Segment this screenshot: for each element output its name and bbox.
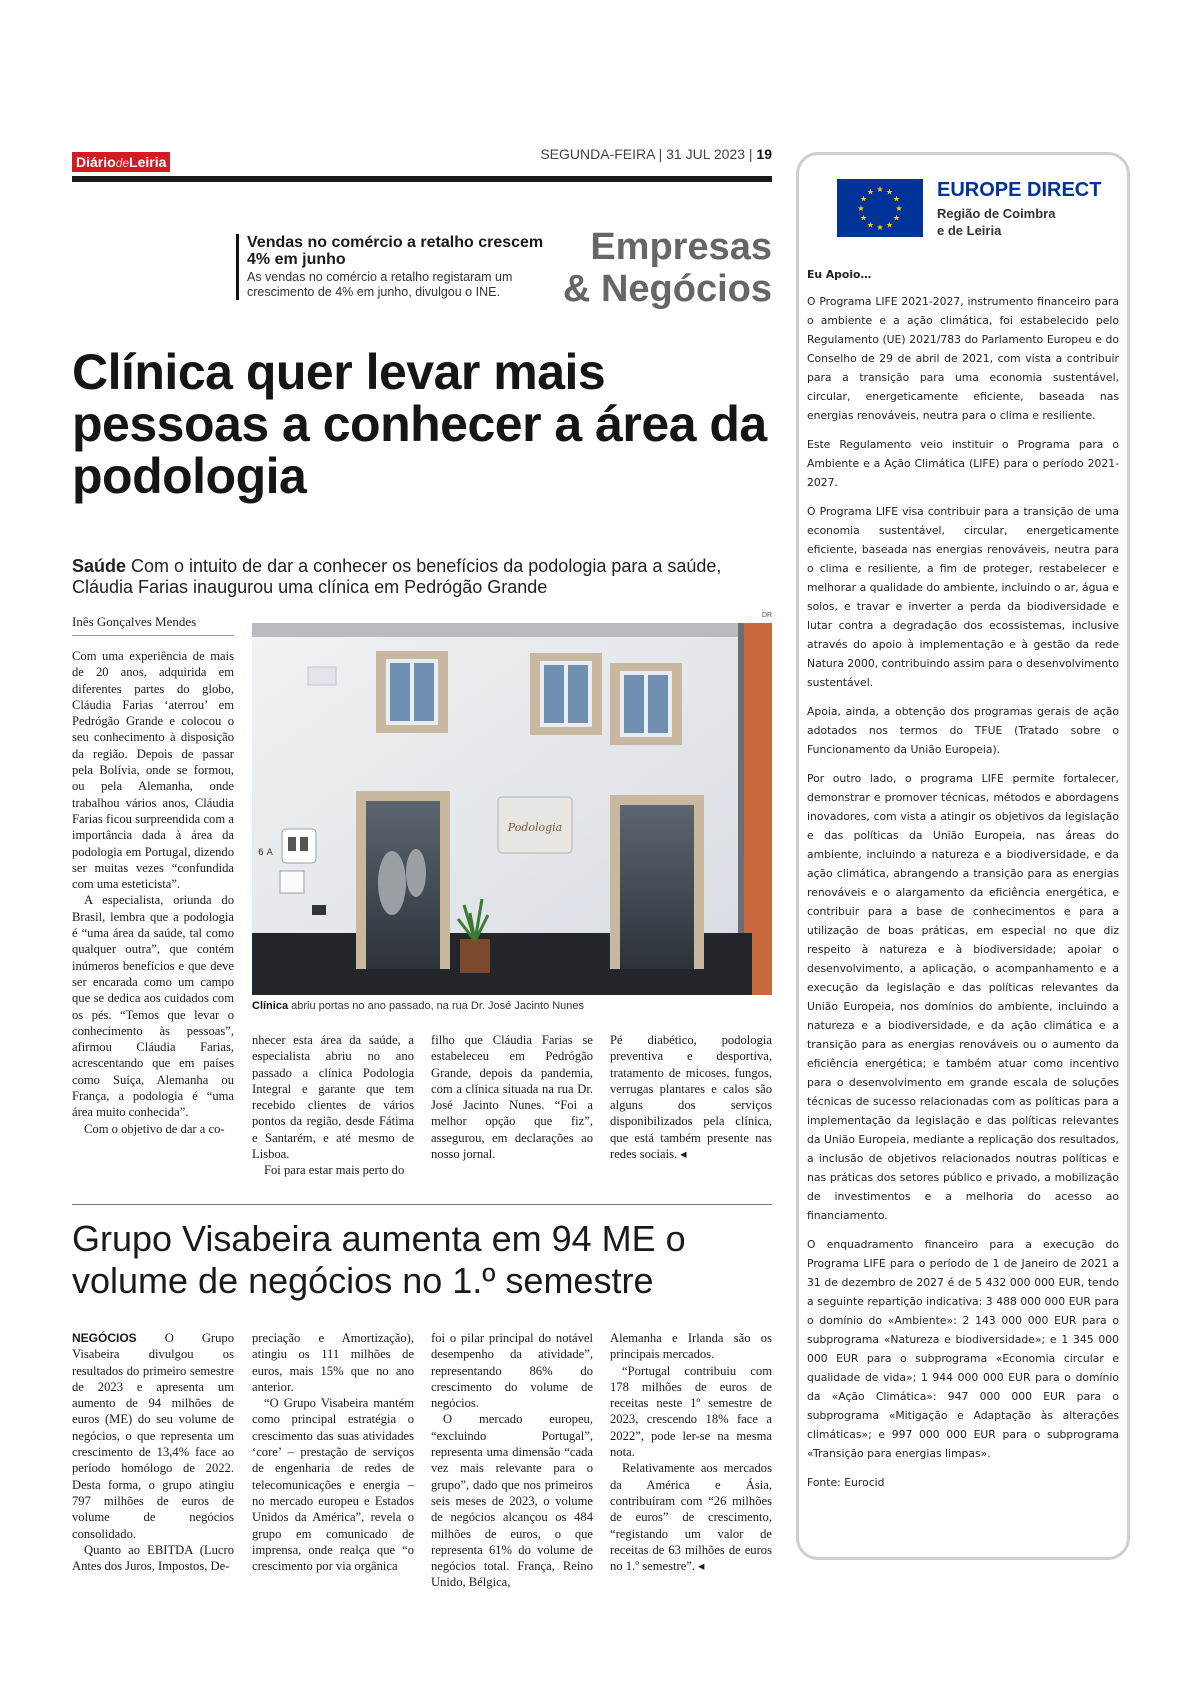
article1-lead: Saúde Com o intuito de dar a conhecer os benefícios da podologia para a saúde, Cláudia Farias inaugurou uma clínica em Pedrógão Grande xyxy=(72,556,722,597)
article1-headline: Clínica quer levar mais pessoas a conhecer a área da podologia xyxy=(72,344,767,504)
masthead xyxy=(72,146,772,176)
eu-panel-heading: Eu Apoio… xyxy=(807,268,872,281)
article1-column-1: Com uma experiência de mais de 20 anos, adquirida em diferentes partes do globo, Cláudia Farias ‘aterrou’ em Pedrógão Grande e colocou o seu conhecimento à disposição da região. Depois de passar pela Bolívia, onde se formou, ou pela Alemanha, onde trabalhou vários anos, Cláudia Farias ficou surpreendida com a importância dada à área da podologia em Portugal, dizendo ser muitas vezes “confundida com uma esteticista”. A especialista, oriunda do Brasil, lembra que a podologia é “uma área da saúde, tal como qualquer outra”, que contém inúmeros benefícios e que deve ser encarada como um campo que se dedica aos cuidados com os pés. “Temos que levar o conhecimento às pessoas”, afirmou Cláudia Farias, acrescentando que em países como Suíça, Alemanha ou França, a podologia é “uma área muito conhecida”. Com o objetivo de dar a co- xyxy=(72,649,234,1136)
clinic-sign-text: Podologia xyxy=(507,821,563,834)
eu-star-icon: ★ xyxy=(895,204,903,213)
eu-star-icon: ★ xyxy=(876,223,884,232)
article-divider xyxy=(72,1204,772,1205)
eu-star-icon: ★ xyxy=(859,194,868,204)
eu-panel-title: EUROPE DIRECT xyxy=(937,179,1102,201)
byline-rule xyxy=(72,635,234,636)
eu-star-icon: ★ xyxy=(885,220,894,230)
newspaper-logo[interactable]: DiáriodeLeiria xyxy=(72,152,170,172)
article2-column-1: NEGÓCIOS O Grupo Visabeira divulgou os resultados do primeiro semestre de 2023 e apresenta um aumento de 94 milhões de euros (ME) do seu volume de negócios, o que representa um crescimento de 13,4% face ao período homólogo de 2022. Desta forma, o grupo atingiu 797 milhões de euros de volume de negócios consolidado. Quanto ao EBITDA (Lucro Antes dos Juros, Impostos, De- xyxy=(72,1331,234,1574)
article2-kicker: NEGÓCIOS xyxy=(72,1331,137,1345)
clinic-photo xyxy=(252,623,772,995)
article2-column-2: preciação e Amortização), atingiu os 111 milhões de euros, mais 15% que no ano anterior. “O Grupo Visabeira mantém como principal estratégia o crescimento das suas atividades ‘core’ – prestação de serviços de engenharia de redes de telecomunicações e energia – no mercado europeu e Estados Unidos da América”, revela o grupo em comunicado de imprensa, onde realça que “o crescimento por via orgânica xyxy=(252,1331,414,1574)
eu-panel-source: Fonte: Eurocid xyxy=(807,1476,885,1489)
eu-flag-icon xyxy=(837,179,923,237)
article2-headline: Grupo Visabeira aumenta em 94 ME o volume de negócios no 1.º semestre xyxy=(72,1218,686,1301)
eu-panel-body: Eu Apoio… O Programa LIFE 2021-2027, instrumento financeiro para o ambiente e a ação climática, foi estabelecido pelo Regulamento (UE) 2021/783 do Parlamento Europeu e do Conselho de 29 de abril de 2021, com vista a contribuir para a transição para uma economia sustentável, circular, energeticamente eficiente, baseada nas energias renováveis, neutra para o clima e resiliente. Este Regulamento veio instituir o Programa para o Ambiente e a Ação Climática (LIFE) para o período 2021-2027. O Programa LIFE visa contribuir para a transição de uma economia sustentável, circular, energeticamente eficiente, baseada nas energias renováveis, neutra para o clima e resiliente, a fim de proteger, restabelecer e melhorar a qualidade do ambiente, incluindo o ar, água e solos, e travar e inverter a perda da biodiversidade e lutar contra a degradação dos ecossistemas, inclusive através do apoio à implementação e à gestão da rede Natura 2000, contribuindo assim para o desenvolvimento sustentável. Apoia, ainda, a obtenção dos programas gerais de ação adotados nos termos do TFUE (Tratado sobre o Funcionamento da União Europeia). Por outro lado, o programa LIFE permite fortalecer, demonstrar e promover técnicas, métodos e abordagens inovadores, com vista a atingir os objetivos da legislação e das políticas da União Europeia, nas áreas do ambiente, incluindo a natureza e a biodiversidade, e da ação climática, abrangendo a transição para as energias renováveis e o alargamento da eficiência energética, e contribuir para a base de conhecimentos e para a utilização de boas práticas, em especial no que diz respeito à natureza e à biodiversidade; apoiar o desenvolvimento, a aplicação, o acompanhamento e a execução da legislação e das políticas relevantes da União Europeia, nos domínios do ambiente, incluindo a natureza e a biodiversidade, e da ação climática e a transição para as energias renováveis ou o aumento da eficiência energética; e também atuar como incentivo para o desenvolvimento em grande escala de soluções técnicas de sucesso relacionadas com as políticas para a implementação da legislação e das políticas relevantes da União Europeia, mediante a replicação dos resultados, a inclusão de objetivos relacionados noutras políticas e nas práticas dos setores público e privado, a mobilização de investimentos e a melhoria do acesso ao financiamento. O enquadramento financeiro para a execução do Programa LIFE para o período de 1 de Janeiro de 2021 a 31 de dezembro de 2027 é de 5 432 000 000 EUR, tendo a seguinte repartição indicativa: 3 488 000 000 EUR para o domínio do «Ambiente»: 2 143 000 000 EUR para o subprograma «Natureza e biodiversidade»; e 1 345 000 000 EUR para o subprograma «Economia circular e qualidade de vida»; 1 944 000 000 EUR para o domínio da «Ação Climática»: 947 000 000 EUR para o subprograma «Mitigação e Adaptação às alterações climáticas»; e 997 000 000 EUR para o subprograma «Transição para energias limpas». Fonte: Eurocid xyxy=(807,265,1119,1502)
article1-column-4: Pé diabético, podologia preventiva e desportiva, tratamento de micoses, fungos, verrugas plantares e calos são alguns dos serviços disponibilizados pela clínica, que está também presente nas redes sociais. ◂ xyxy=(610,1033,772,1162)
eu-star-icon: ★ xyxy=(866,220,875,230)
eu-panel-subtitle: Região de Coimbra e de Leiria xyxy=(937,206,1056,238)
byline: Inês Gonçalves Mendes xyxy=(72,614,197,629)
eu-star-icon: ★ xyxy=(859,213,868,223)
eu-star-icon: ★ xyxy=(892,194,901,204)
dateline: SEGUNDA-FEIRA | 31 JUL 2023 | 19 xyxy=(540,146,772,162)
weekday: SEGUNDA-FEIRA xyxy=(540,146,655,162)
photo-caption: Clínica abriu portas no ano passado, na rua Dr. José Jacinto Nunes xyxy=(252,1000,585,1012)
article2-column-4: Alemanha e Irlanda são os principais mercados. “Portugal contribuiu com 178 milhões de euros de receitas neste 1º semestre de 2023, crescendo 18% face a 2022”, pode ler-se na mesma nota. Relativamente aos mercados da América e Ásia, contribuíram com “26 milhões de euros” de crescimento, “registando um valor de receitas de 63 milhões de euros no 1.º semestre”. ◂ xyxy=(610,1331,772,1574)
article1-column-2: nhecer esta área da saúde, a especialista abriu no ano passado a clínica Podologia Integral e garante que tem recebido clientes de vários pontos da região, desde Fátima e Santarém, e até mesmo de Lisboa. Foi para estar mais perto do xyxy=(252,1033,414,1178)
article2-column-3: foi o pilar principal do notável desempenho da atividade”, representando 86% do crescimento do volume de negócios. O mercado europeu, “excluindo Portugal”, representa uma dimensão “cada vez mais relevante para o grupo”, dado que nos primeiros seis meses de 2023, o volume de negócios alcançou os 484 milhões de euros, o que representa 61% do volume de negócios total. França, Reino Unido, Bélgica, xyxy=(431,1331,593,1590)
section-title: Empresas & Negócios xyxy=(562,226,772,310)
eu-star-icon: ★ xyxy=(876,185,884,194)
eu-star-icon: ★ xyxy=(857,204,865,213)
article1-column-3: filho que Cláudia Farias se estabeleceu em Pedrógão Grande, depois da pandemia, com a clínica situada na rua Dr. José Jacinto Nunes. “Foi a melhor opção que fiz”, assegurou, em declarações ao nosso jornal. xyxy=(431,1033,593,1162)
page-number: 19 xyxy=(756,146,772,162)
europe-direct-panel xyxy=(796,152,1130,1560)
teaser-box[interactable] xyxy=(236,234,547,300)
eu-star-icon: ★ xyxy=(885,187,894,197)
teaser-text: As vendas no comércio a retalho registaram um crescimento de 4% em junho, divulgou o INE. xyxy=(247,270,513,299)
photo-credit: DR xyxy=(762,612,773,619)
top-rule xyxy=(72,176,772,182)
teaser-title: Vendas no comércio a retalho crescem 4% em junho xyxy=(247,234,544,268)
lead-kicker: Saúde xyxy=(72,556,127,576)
eu-star-icon: ★ xyxy=(866,187,875,197)
eu-star-icon: ★ xyxy=(892,213,901,223)
house-number: 6 A xyxy=(258,848,273,858)
issue-date: 31 JUL 2023 xyxy=(666,146,745,162)
